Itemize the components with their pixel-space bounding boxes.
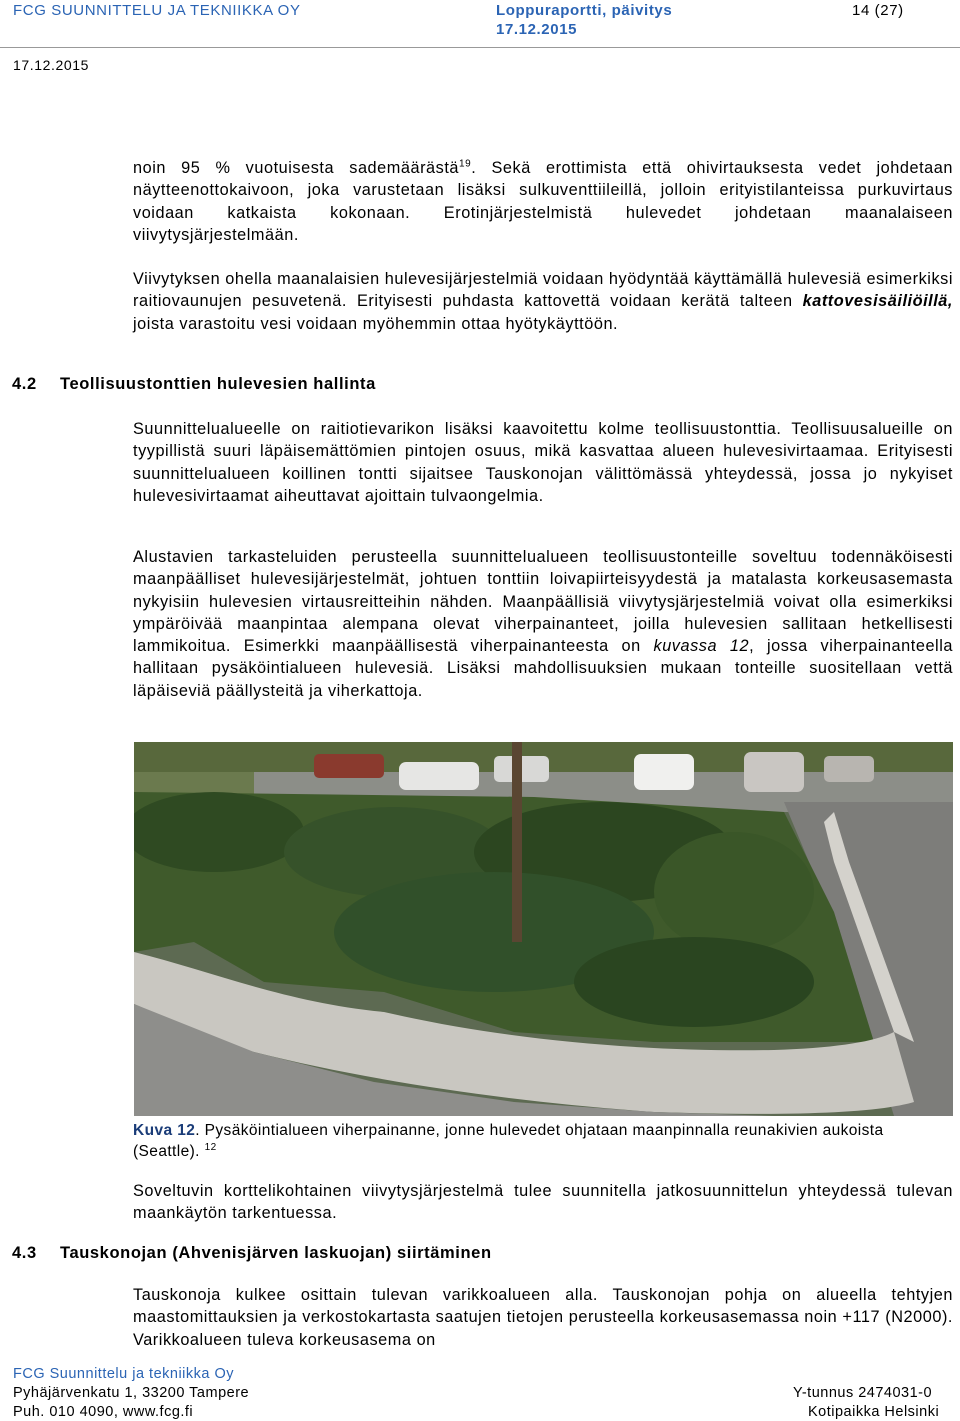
footer-kotipaikka: Kotipaikka Helsinki	[808, 1404, 940, 1420]
p4-figure-ref: kuvassa 12	[653, 637, 750, 656]
header-company: FCG SUUNNITTELU JA TEKNIIKKA OY	[13, 2, 301, 19]
page-footer	[13, 1365, 948, 1421]
paragraph-5	[133, 1180, 953, 1225]
paragraph-1	[133, 157, 953, 246]
header-doc-title: Loppuraportti, päivitys	[496, 2, 673, 19]
header-doc-date: 17.12.2015	[496, 21, 578, 38]
photo-bioswale-parking-lot	[134, 742, 953, 1116]
header-divider	[0, 47, 960, 48]
heading-4-2-number: 4.2	[12, 375, 37, 393]
p4-text-b: , jossa viherpainanteella hallitaan pysäköintialueen hulevesiä. Lisäksi mahdollisuuksien mukaan tonteille suositellaan vettä läpäiseviä päällysteitä ja viherkattoja.	[133, 637, 953, 700]
paragraph-2	[133, 268, 953, 335]
caption-text: . Pysäköintialueen viherpainanne, jonne hulevedet ohjataan maanpinnalla reunakivien aukoista (Seattle).	[133, 1122, 884, 1160]
footer-company: FCG Suunnittelu ja tekniikka Oy	[13, 1366, 235, 1382]
p2-emphasis: kattovesisäiliöillä,	[802, 292, 953, 311]
p6-text: Tauskonoja kulkee osittain tulevan varikkoalueen alla. Tauskonojan pohja on alueella tehtyjen maastomittauksien ja verkostokartasta saatujen tietojen perusteella korkeusasemassa noin +117 (N2000). Varikkoalueen tuleva korkeusasema on	[133, 1286, 953, 1349]
page-header	[0, 0, 960, 73]
p1-text-b: . Sekä erottimista että ohivirtauksesta vedet johdetaan näytteenottokaivoon, joka varustetaan lisäksi sulkuventtiileillä, jolloin erityistilanteissa purkuvirtaus voidaan katkaista kokonaan. Erotinjärjestelmistä hulevedet johdetaan maanalaiseen viivytysjärjestelmään.	[133, 159, 953, 244]
paragraph-6	[133, 1284, 953, 1351]
heading-4-3-text: Tauskonojan (Ahvenisjärven laskuojan) siirtäminen	[60, 1244, 492, 1262]
heading-4-3	[12, 1242, 492, 1264]
p3-text: Suunnittelualueelle on raitiotievarikon lisäksi kaavoitettu kolme teollisuustonttia. Teollisuusalueille on tyypillistä suuri läpäisemättömien pintojen osuus, mikä kasvattaa alueen hulevesivirtaamaa. Erityisesti suunnittelualueen koillinen tontti sijaitsee Tauskonojan välittömässä yhteydessä, jossa jo nykyiset hulevesivirtaamat aiheuttavat ajoittain tulvaongelmia.	[133, 420, 953, 505]
p5-text: Soveltuvin korttelikohtainen viivytysjärjestelmä tulee suunnitella jatkosuunnittelun yhteydessä tulevan maankäytön tarkentuessa.	[133, 1182, 953, 1223]
p2-text-b: joista varastoitu vesi voidaan myöhemmin ottaa hyötykäyttöön.	[133, 314, 619, 333]
paragraph-3	[133, 418, 953, 507]
heading-4-3-number: 4.3	[12, 1244, 37, 1262]
header-left-date: 17.12.2015	[13, 57, 90, 73]
heading-4-2-text: Teollisuustonttien hulevesien hallinta	[60, 375, 376, 393]
footer-contact: Puh. 010 4090, www.fcg.fi	[13, 1404, 194, 1420]
footer-ytunnus: Y-tunnus 2474031-0	[793, 1385, 933, 1401]
footnote-ref-19: 19	[459, 158, 472, 170]
header-page-number: 14 (27)	[852, 2, 904, 19]
footer-address: Pyhäjärvenkatu 1, 33200 Tampere	[13, 1385, 250, 1401]
p4-text-a: Alustavien tarkasteluiden perusteella suunnittelualueen teollisuustonteille soveltuu todennäköisesti maanpäälliset hulevesijärjestelmät, johtuen tonttiin loivapiirteisyydestä ja matalasta korkeusasemasta nykyisiin hulevesien virtausreitteihin nähden. Maanpäällisiä viivytysjärjestelmiä voivat olla esimerkiksi ympäröivää maanpintaa alempana olevat viherpainanteet, joilla hulevesien sallitaan hetkellisesti lammikoitua. Esimerkki maanpäällisestä viherpainanteesta on	[133, 548, 953, 656]
p2-text-a: Viivytyksen ohella maanalaisien hulevesijärjestelmiä voidaan hyödyntää käyttämällä hulevesiä esimerkiksi raitiovaunujen pesuvetenä. Erityisesti puhdasta kattovettä voidaan kerätä talteen	[133, 270, 953, 311]
caption-label: Kuva 12	[133, 1122, 196, 1139]
figure-caption	[133, 1120, 953, 1162]
paragraph-4	[133, 546, 953, 702]
p1-text-a: noin 95 % vuotuisesta sademäärästä	[133, 159, 460, 177]
footnote-ref-12: 12	[204, 1141, 217, 1153]
heading-4-2	[12, 373, 376, 395]
